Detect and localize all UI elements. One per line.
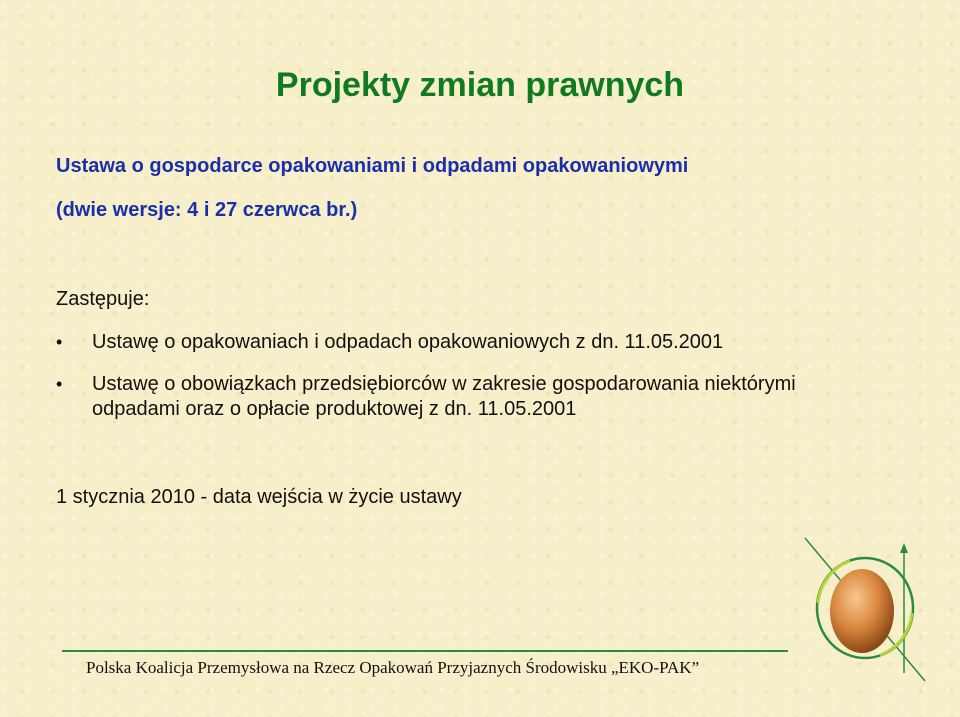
bullet-icon: • xyxy=(56,332,63,352)
replaces-label: Zastępuje: xyxy=(56,288,150,310)
footer-organization: Polska Koalicja Przemysłowa na Rzecz Opakowań Przyjaznych Środowisku „EKO-PAK” xyxy=(86,658,700,677)
bullet-icon: • xyxy=(56,374,63,394)
page-title: Projekty zmian prawnych xyxy=(275,66,685,104)
egg-recycling-logo-icon xyxy=(800,533,930,683)
law-subtitle: Ustawa o gospodarce opakowaniami i odpadami opakowaniowymi xyxy=(56,155,689,177)
entry-into-force-date: 1 stycznia 2010 - data wejścia w życie ustawy xyxy=(56,486,462,508)
bullet-text: Ustawę o obowiązkach przedsiębiorców w zakresie gospodarowania niektórymi odpadami oraz o opłacie produktowej z dn. 11.05.2001 xyxy=(92,373,796,420)
bullet-text: Ustawę o opakowaniach i odpadach opakowaniowych z dn. 11.05.2001 xyxy=(92,331,724,353)
footer-divider xyxy=(62,650,788,652)
versions-note: (dwie wersje: 4 i 27 czerwca br.) xyxy=(56,199,358,221)
